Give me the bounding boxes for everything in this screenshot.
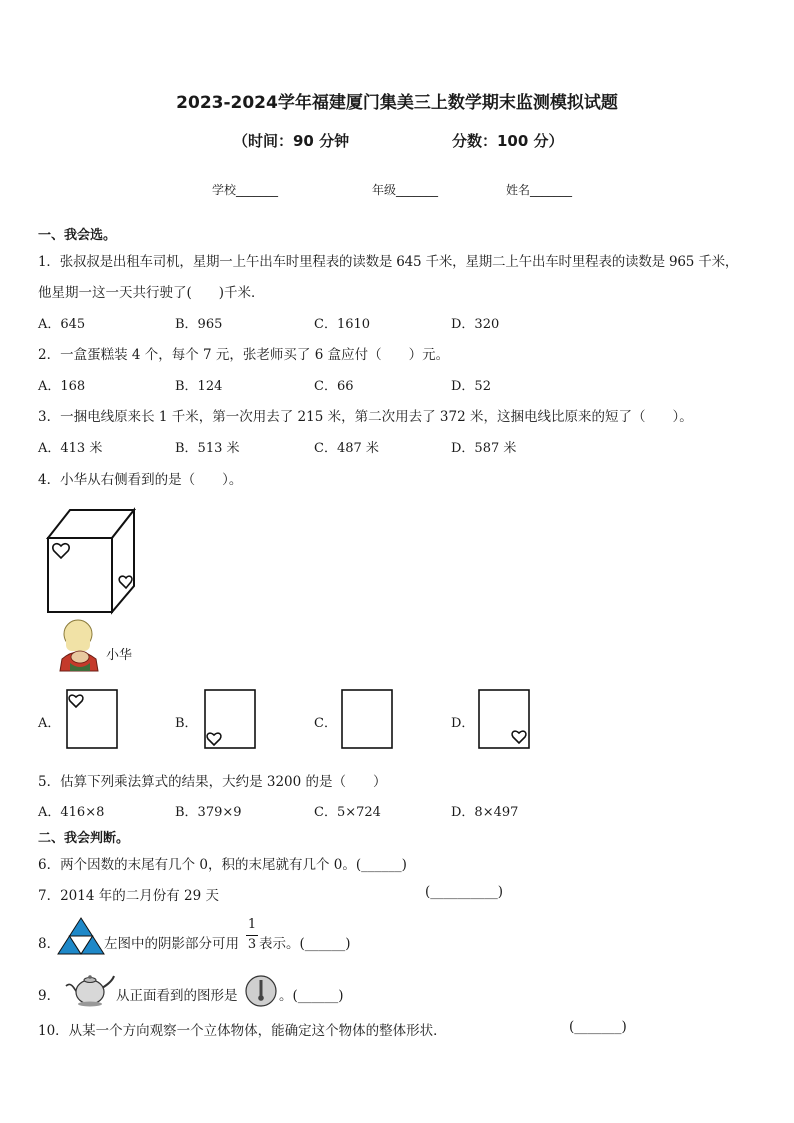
- q3-option-b[interactable]: B．513 米: [175, 441, 240, 456]
- q8-fraction-numerator: 1: [247, 917, 257, 932]
- q10-text: 10．从某一个方向观察一个立体物体，能确定这个物体的整体形状．: [38, 1023, 447, 1039]
- q4-option-a[interactable]: A．: [38, 716, 61, 731]
- q2-option-b[interactable]: B．124: [175, 379, 223, 394]
- teapot-front-view-icon: [244, 974, 278, 1008]
- q5-option-d[interactable]: D．8×497: [451, 805, 519, 820]
- q4-option-a-figure[interactable]: [66, 689, 118, 749]
- q6-text: 6．两个因数的末尾有几个 0，积的末尾就有几个 0。(______): [38, 857, 407, 873]
- q10-answer-blank[interactable]: (_______): [569, 1019, 627, 1035]
- q3-option-c[interactable]: C．487 米: [314, 441, 379, 456]
- q4-option-b-figure[interactable]: [204, 689, 256, 749]
- teapot-icon: [62, 972, 116, 1008]
- name-field[interactable]: 姓名_______: [506, 183, 573, 197]
- q8-fraction-bar: [246, 935, 258, 936]
- q9-text-after: 。(______): [279, 988, 344, 1004]
- q1-option-c[interactable]: C．1610: [314, 317, 371, 332]
- q2-text: 2．一盒蛋糕装 4 个，每个 7 元，张老师买了 6 盒应付（ ）元。: [38, 347, 450, 363]
- q1-option-a[interactable]: A．645: [38, 317, 86, 332]
- q8-text-after: 表示。(______): [259, 936, 351, 952]
- q7-answer-blank[interactable]: (__________): [425, 884, 504, 900]
- shaded-triangle-figure: [58, 916, 104, 958]
- q9-number: 9．: [38, 988, 61, 1004]
- xiaohua-label: 小华: [106, 648, 133, 663]
- q8-fraction-denominator: 3: [247, 937, 257, 952]
- exam-time: （时间：90 分钟: [233, 132, 350, 150]
- page-title: 2023-2024学年福建厦门集美三上数学期末监测模拟试题: [176, 93, 618, 113]
- q8-text-before: 左图中的阴影部分可用: [104, 936, 239, 952]
- q5-option-a[interactable]: A．416×8: [38, 805, 105, 820]
- q4-option-c[interactable]: C．: [314, 716, 337, 731]
- q2-option-d[interactable]: D．52: [451, 379, 491, 394]
- q1-option-d[interactable]: D．320: [451, 317, 500, 332]
- q7-text: 7．2014 年的二月份有 29 天: [38, 888, 219, 904]
- school-field[interactable]: 学校_______: [212, 183, 279, 197]
- q1-line2: 他星期一这一天共行驶了( )千米．: [38, 285, 265, 301]
- q3-text: 3．一捆电线原来长 1 千米，第一次用去了 215 米，第二次用去了 372 米，这捆电线比原来的短了（ ）。: [38, 409, 693, 425]
- section-2-heading: 二、我会判断。: [38, 831, 130, 846]
- q5-text: 5．估算下列乘法算式的结果，大约是 3200 的是（ ）: [38, 774, 387, 790]
- q3-option-a[interactable]: A．413 米: [38, 441, 103, 456]
- q2-option-c[interactable]: C．66: [314, 379, 354, 394]
- q4-option-d[interactable]: D．: [451, 716, 475, 731]
- xiaohua-figure: [56, 619, 104, 671]
- grade-field[interactable]: 年级_______: [372, 183, 439, 197]
- q1-line1: 1．张叔叔是出租车司机，星期一上午出车时里程表的读数是 645 千米，星期二上午出车时里程表的读数是 965 千米，: [38, 254, 739, 270]
- q8-number: 8．: [38, 936, 61, 952]
- q5-option-b[interactable]: B．379×9: [175, 805, 242, 820]
- cube-figure: [44, 508, 140, 616]
- q2-option-a[interactable]: A．168: [38, 379, 86, 394]
- section-1-heading: 一、我会选。: [38, 228, 117, 243]
- q1-option-b[interactable]: B．965: [175, 317, 223, 332]
- q4-option-b[interactable]: B．: [175, 716, 198, 731]
- exam-score: 分数：100 分）: [452, 132, 564, 150]
- q9-text-mid: 从正面看到的图形是: [116, 988, 238, 1004]
- q4-option-d-figure[interactable]: [478, 689, 530, 749]
- q4-text: 4．小华从右侧看到的是（ ）。: [38, 472, 243, 488]
- q5-option-c[interactable]: C．5×724: [314, 805, 381, 820]
- q4-option-c-figure[interactable]: [341, 689, 393, 749]
- q3-option-d[interactable]: D．587 米: [451, 441, 517, 456]
